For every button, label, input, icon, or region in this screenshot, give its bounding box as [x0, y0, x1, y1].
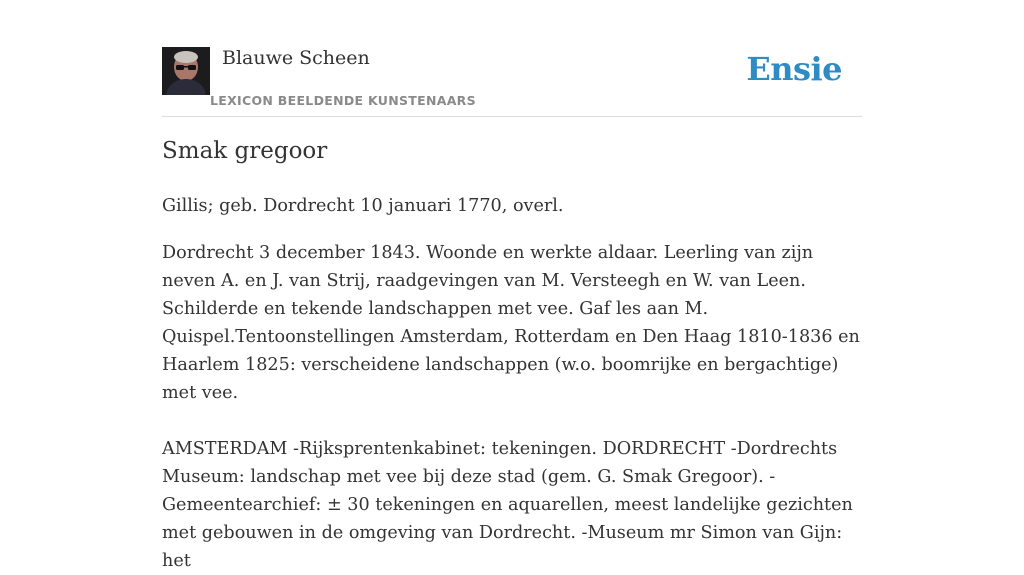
paragraph-collections: AMSTERDAM -Rijksprentenkabinet: tekeningen. DORDRECHT -Dordrechts Museum: landschap met vee bij deze stad (gem. G. Smak Gregoor). -Gemeentearchief: ± 30 tekeningen en aquarellen, meest landelijke gezichten met gebouwen in de omgeving van Dordrecht. -Museum mr Simon van Gijn: het	[162, 439, 853, 571]
brand-logo[interactable]: Ensie	[746, 50, 842, 88]
paragraph-spacer	[162, 407, 862, 435]
author-name[interactable]: Blauwe Scheen	[222, 47, 370, 69]
avatar-image	[162, 47, 210, 95]
article-body	[162, 192, 862, 575]
avatar[interactable]	[162, 47, 210, 95]
page-title: Smak gregoor	[162, 138, 328, 164]
header	[162, 46, 862, 117]
paragraph-intro: Gillis; geb. Dordrecht 10 januari 1770, overl.	[162, 196, 564, 216]
category-label[interactable]: LEXICON BEELDENDE KUNSTENAARS	[210, 93, 476, 108]
paragraph-biography: Dordrecht 3 december 1843. Woonde en werkte aldaar. Leerling van zijn neven A. en J. van Strij, raadgevingen van M. Versteegh en W. van Leen. Schilderde en tekende landschappen met vee. Gaf les aan M. Quispel.Tentoonstellingen Amsterdam, Rotterdam en Den Haag 1810-1836 en Haarlem 1825: verscheidene landschappen (w.o. boomrijke en bergachtige) met vee.	[162, 243, 860, 403]
